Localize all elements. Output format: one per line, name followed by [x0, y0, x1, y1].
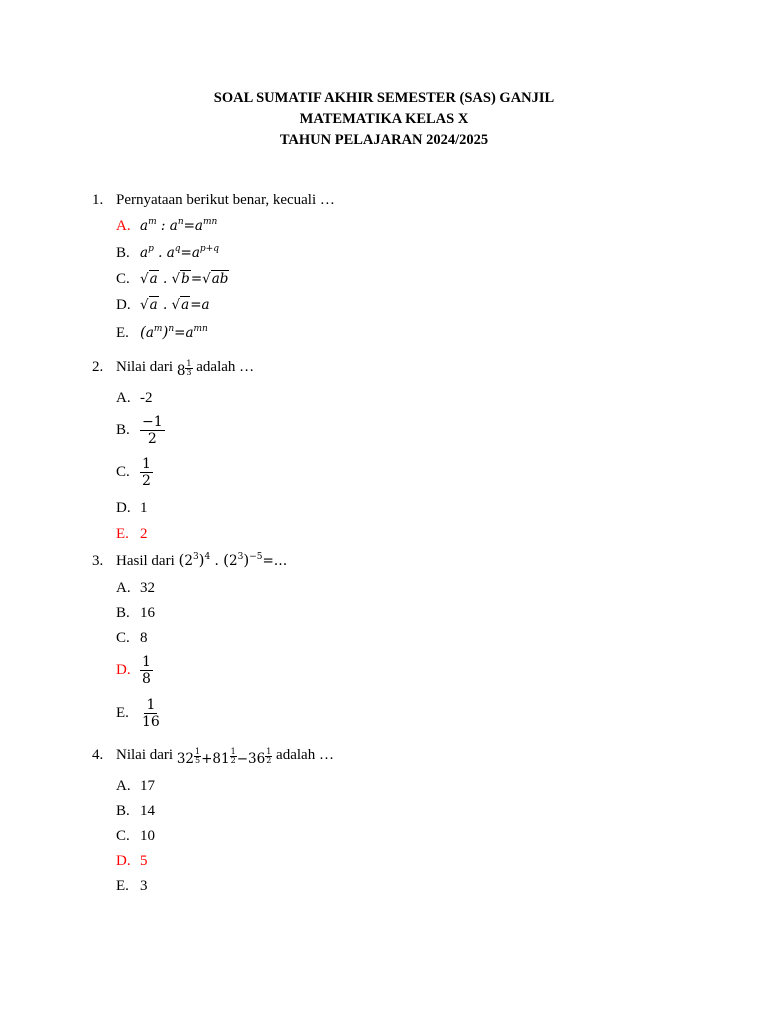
power-expression: $(2^3)^4$ . $(2^3)^{-5}$: [178, 551, 263, 569]
option-3e: E. $\frac{1}{16}$: [116, 697, 160, 730]
header-year: TAHUN PELAJARAN 2024/2025: [279, 132, 489, 148]
option-2c: C. $\frac{1}{2}$: [116, 456, 151, 489]
option-4c: C. 10: [116, 828, 155, 844]
fraction: $\frac{1}{8}$: [142, 654, 151, 687]
option-expression: √a . √b=√ab: [140, 271, 229, 287]
option-expression: $a^m$ : $a^n=a^{mn}$: [140, 217, 218, 234]
option-1a: A. $a^m$ : $a^n=a^{mn}$: [116, 217, 218, 234]
option-3a: A. 32: [116, 580, 155, 596]
power-expression: 8 $\frac{1}{3}$: [176, 359, 192, 379]
option-2a: A. -2: [116, 390, 153, 406]
header-subject: MATEMATIKA KELAS X: [299, 111, 469, 127]
option-4a: A. 17: [116, 778, 155, 794]
fraction: $\frac{-1}{2}$: [142, 414, 163, 447]
option-2b: B. $\frac{-1}{2}$: [116, 414, 163, 447]
option-expression: √a . √a=a: [140, 297, 210, 313]
fraction: $\frac{1}{16}$: [142, 697, 160, 730]
question-text: Pernyataan berikut benar, kecuali …: [116, 192, 335, 208]
option-expression: $a^p$ . $a^q=a^{p+q}$: [140, 244, 219, 261]
option-1d: D. √a . √a=a: [116, 297, 210, 313]
option-4e: E. 3: [116, 878, 148, 894]
question-number: 2.: [92, 359, 104, 375]
option-4d: D. 5: [116, 853, 148, 869]
question-number: 4.: [92, 747, 104, 763]
header-title: SOAL SUMATIF AKHIR SEMESTER (SAS) GANJIL: [213, 90, 555, 106]
document-page: SOAL SUMATIF AKHIR SEMESTER (SAS) GANJIL MATEMATIKA KELAS X TAHUN PELAJARAN 2024/2025 1. Pernyataan berikut benar, kecuali … A. $a^m$ : $a^n=a^{mn}$ B. $a^p$ . $a^q=a^{p+q}$ C. √a . √b=√ab D. √a . √a=a E. $(a^m)^n=a^{mn}$ 2. Nilai dari 8 $\frac{1}{3}$ adalah … A. -2 B. $\frac{-1}{2}$ C. $\frac{1}{2}$ D. 1 E. 2 3. Hasil dari $(2^3)^4$ . $(2^3)^{-5}=\dots$ A. 32 B. 16 C. 8 D. $\frac{1}{8}$ E. $\frac{1}{16}$ 4. Nilai dari 32 $\frac{1}{5}$ +81 $\frac{1}{2}$ −36 $\frac{1}{2}$ adalah … A. 17 B. 14 C. 10 D. 5 E. 3: [0, 0, 768, 1024]
option-4b: B. 14: [116, 803, 155, 819]
option-expression: $(a^m)^n=a^{mn}$: [140, 323, 208, 341]
option-3c: C. 8: [116, 630, 148, 646]
option-1e: E. $(a^m)^n=a^{mn}$: [116, 323, 208, 341]
option-2e: E. 2: [116, 526, 148, 542]
fraction: $\frac{1}{2}$: [142, 456, 151, 489]
option-3b: B. 16: [116, 605, 155, 621]
document-header: [0, 88, 768, 151]
option-3d: D. $\frac{1}{8}$: [116, 654, 151, 687]
option-1b: B. $a^p$ . $a^q=a^{p+q}$: [116, 244, 219, 261]
option-2d: D. 1: [116, 500, 148, 516]
power-expression: 32 $\frac{1}{5}$ +81 $\frac{1}{2}$ −36 $\frac{1}{2}$: [176, 747, 272, 767]
option-1c: C. √a . √b=√ab: [116, 271, 229, 287]
question-number: 3.: [92, 553, 104, 569]
question-number: 1.: [92, 192, 104, 208]
